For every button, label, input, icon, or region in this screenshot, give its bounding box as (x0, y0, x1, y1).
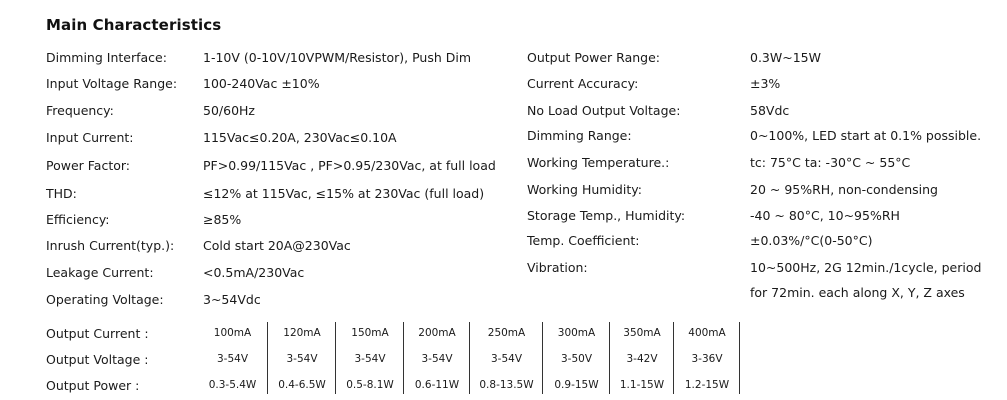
vibration-continuation: for 72min. each along X, Y, Z axes (750, 285, 965, 300)
spec-value: Cold start 20A@230Vac (203, 238, 351, 253)
spec-label: Current Accuracy: (527, 76, 639, 91)
spec-value: PF>0.99/115Vac , PF>0.95/230Vac, at full load (203, 158, 496, 173)
output-cell: 0.5-8.1W (346, 379, 394, 391)
spec-value: 3~54Vdc (203, 292, 261, 307)
column-divider (403, 322, 404, 394)
output-cell: 0.9-15W (554, 379, 599, 391)
spec-label: No Load Output Voltage: (527, 103, 681, 118)
spec-label: Working Humidity: (527, 182, 642, 197)
spec-label: Inrush Current(typ.): (46, 238, 175, 253)
spec-value: ±0.03%/°C(0-50°C) (750, 233, 873, 248)
column-divider (609, 322, 610, 394)
spec-value: ±3% (750, 76, 781, 91)
spec-label: Power Factor: (46, 158, 131, 173)
column-divider (267, 322, 268, 394)
spec-value: 58Vdc (750, 103, 790, 118)
output-cell: 3-54V (421, 353, 453, 365)
column-divider (469, 322, 470, 394)
spec-label: Output Power Range: (527, 50, 660, 65)
spec-value: 50/60Hz (203, 103, 255, 118)
spec-label: THD: (46, 186, 77, 201)
spec-value: 10~500Hz, 2G 12min./1cycle, period (750, 260, 982, 275)
column-divider (335, 322, 336, 394)
output-row-label: Output Power : (46, 378, 140, 393)
output-row-label: Output Current : (46, 326, 149, 341)
spec-label: Input Voltage Range: (46, 76, 178, 91)
spec-label: Vibration: (527, 260, 588, 275)
spec-value: 1-10V (0-10V/10VPWM/Resistor), Push Dim (203, 50, 471, 65)
output-cell: 400mA (688, 327, 726, 339)
output-cell: 200mA (418, 327, 456, 339)
output-cell: 0.6-11W (414, 379, 460, 391)
spec-value: ≥85% (203, 212, 242, 227)
output-cell: 100mA (213, 327, 252, 339)
output-cell: 1.2-15W (684, 379, 730, 391)
spec-value: <0.5mA/230Vac (203, 265, 305, 280)
spec-label: Leakage Current: (46, 265, 154, 280)
spec-label: Working Temperature.: (527, 155, 670, 170)
column-divider (542, 322, 543, 394)
spec-label: Dimming Interface: (46, 50, 167, 65)
output-row-label: Output Voltage : (46, 352, 149, 367)
output-cell: 300mA (557, 327, 596, 339)
spec-value: tc: 75°C ta: -30°C ~ 55°C (750, 155, 911, 170)
output-cell: 150mA (351, 327, 389, 339)
spec-value: -40 ~ 80°C, 10~95%RH (750, 208, 900, 223)
output-cell: 3-54V (490, 353, 522, 365)
spec-label: Dimming Range: (527, 128, 632, 143)
spec-label: Frequency: (46, 103, 114, 118)
output-cell: 3-42V (626, 353, 658, 365)
spec-value: 0.3W~15W (750, 50, 821, 65)
column-divider (673, 322, 674, 394)
output-cell: 1.1-15W (619, 379, 665, 391)
spec-value: 20 ~ 95%RH, non-condensing (750, 182, 938, 197)
spec-label: Storage Temp., Humidity: (527, 208, 686, 223)
section-title: Main Characteristics (46, 16, 222, 34)
spec-value: 0~100%, LED start at 0.1% possible. (750, 128, 982, 143)
spec-label: Efficiency: (46, 212, 110, 227)
spec-label: Temp. Coefficient: (527, 233, 640, 248)
output-cell: 3-50V (560, 353, 592, 365)
spec-label: Operating Voltage: (46, 292, 164, 307)
output-cell: 3-36V (691, 353, 723, 365)
output-cell: 0.8-13.5W (479, 379, 534, 391)
output-cell: 3-54V (216, 353, 248, 365)
output-cell: 250mA (487, 327, 526, 339)
output-cell: 350mA (623, 327, 661, 339)
output-cell: 3-54V (354, 353, 386, 365)
output-cell: 3-54V (286, 353, 318, 365)
output-cell: 0.3-5.4W (208, 379, 257, 391)
spec-label: Input Current: (46, 130, 134, 145)
column-divider (739, 322, 740, 394)
spec-value: 100-240Vac ±10% (203, 76, 320, 91)
spec-value: ≤12% at 115Vac, ≤15% at 230Vac (full load) (203, 186, 485, 201)
output-cell: 0.4-6.5W (278, 379, 326, 391)
spec-value: 115Vac≤0.20A, 230Vac≤0.10A (203, 130, 397, 145)
output-cell: 120mA (283, 327, 321, 339)
